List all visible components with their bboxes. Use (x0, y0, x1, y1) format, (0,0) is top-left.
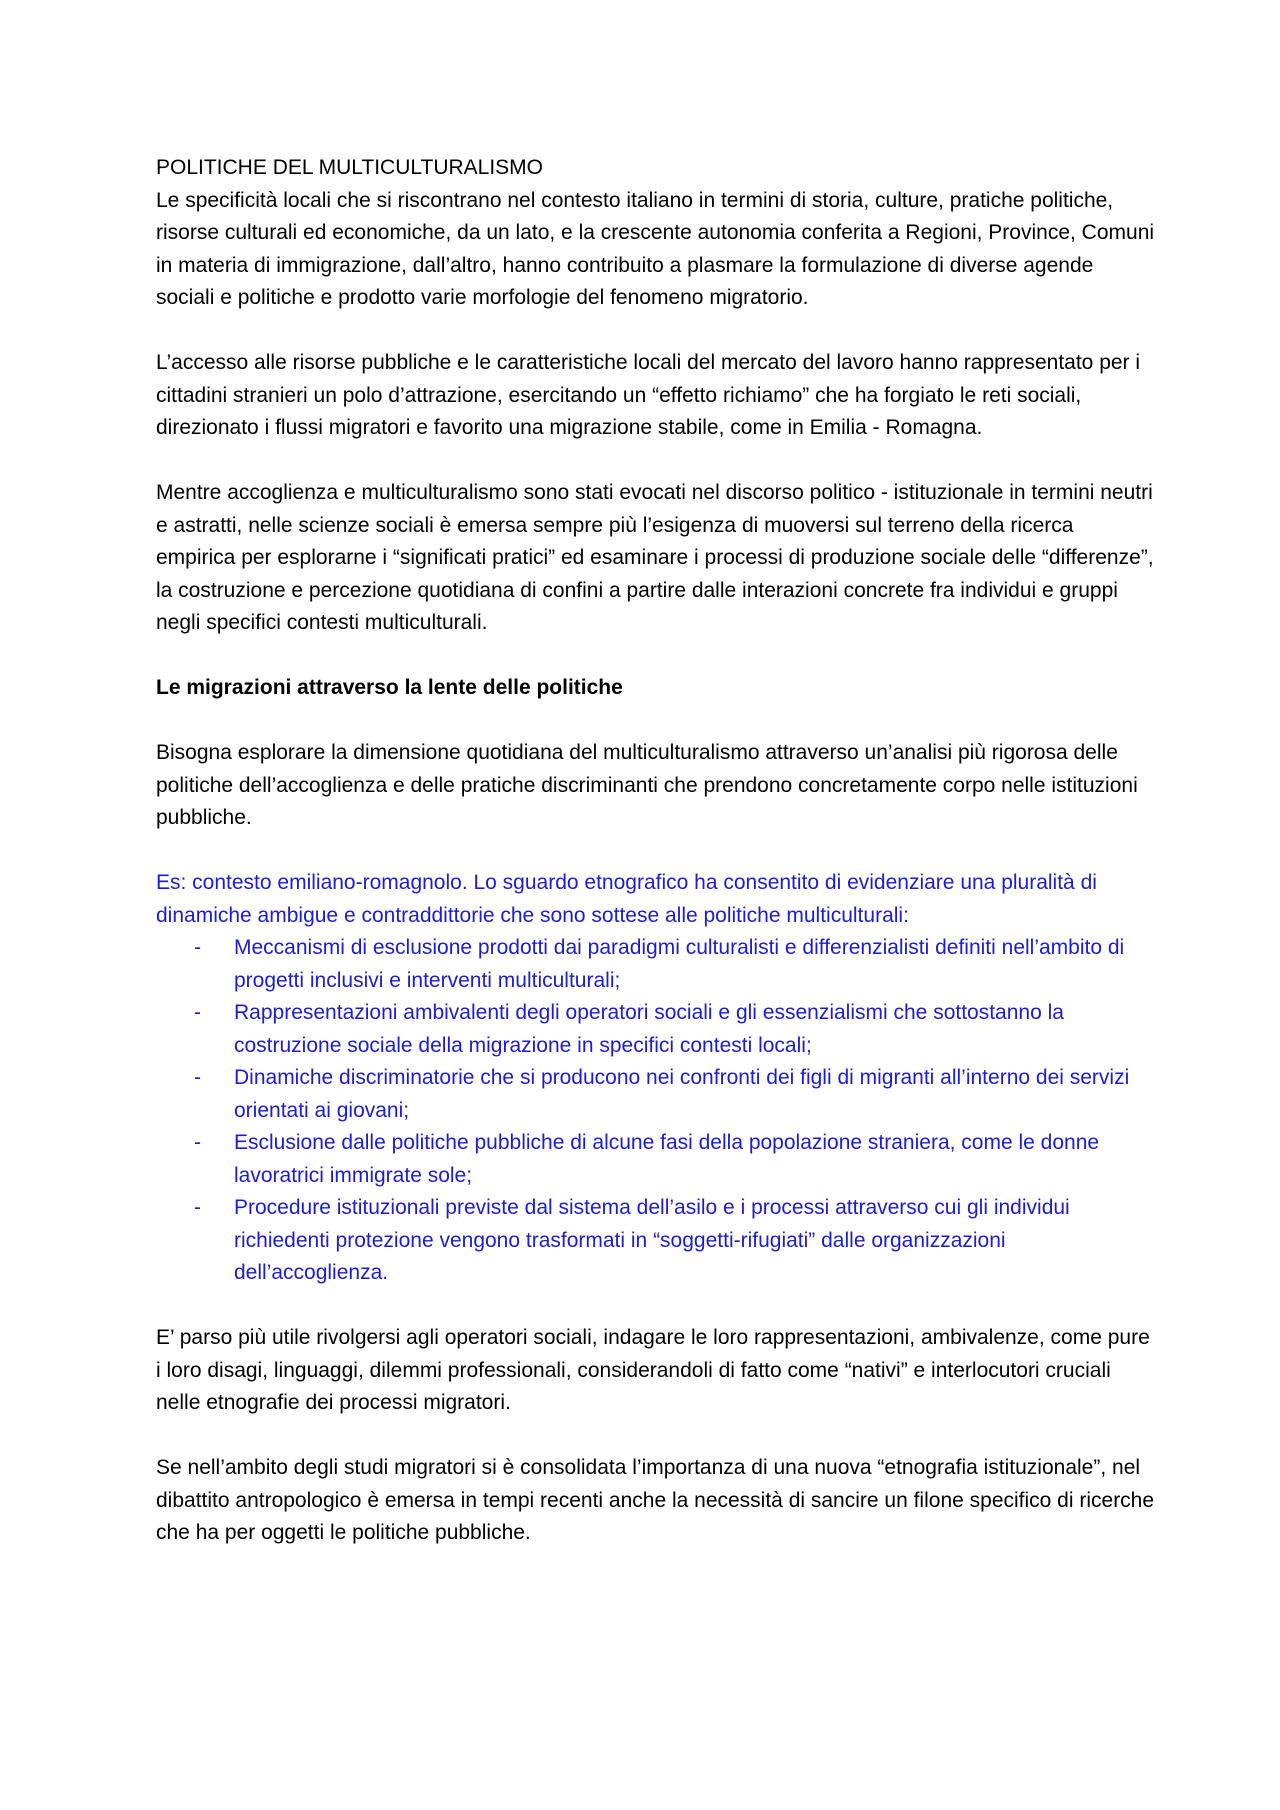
paragraph-local-specificities: Le specificità locali che si riscontrano nel contesto italiano in termini di storia, culture, pratiche politiche, risorse culturali ed economiche, da un lato, e la crescente autonomia conferita a Regioni, Province, Comuni in materia di immigrazione, dall’altro, hanno contribuito a plasmare la formulazione di diverse agende sociali e politiche e prodotto varie morfologie del fenomeno migratorio. (156, 188, 1155, 309)
list-item (156, 1192, 1156, 1290)
example-bullet-list (156, 932, 1156, 1290)
bullet-dash: - (194, 1131, 201, 1154)
list-item (156, 997, 1156, 1062)
list-item (156, 932, 1156, 997)
paragraph-multiculturalism-discourse: Mentre accoglienza e multiculturalismo sono stati evocati nel discorso politico - istituzionale in termini neutri e astratti, nelle scienze sociali è emersa sempre più l’esigenza di muoversi sul terreno della ricerca empirica per esplorarne i “significati pratici” ed esaminare i processi di produzione sociale delle “differenze”, la costruzione e percezione quotidiana di confini a partire dalle interazioni concrete fra individui e gruppi negli specifici contesti multiculturali. (156, 481, 1154, 634)
section-heading: Le migrazioni attraverso la lente delle politiche (156, 676, 623, 699)
bullet-dash: - (194, 1196, 201, 1219)
paragraph-institutional-ethnography: Se nell’ambito degli studi migratori si è consolidata l’importanza di una nuova “etnografia istituzionale”, nel dibattito antropologico è emersa in tempi recenti anche la necessità di sancire un filone specifico di ricerche che ha per oggetti le politiche pubbliche. (156, 1456, 1155, 1544)
document-title: POLITICHE DEL MULTICULTURALISMO (156, 156, 544, 179)
bullet-dash: - (194, 1066, 201, 1089)
list-item-text: Rappresentazioni ambivalenti degli operatori sociali e gli essenzialismi che sottostanno la costruzione sociale della migrazione in specifici contesti locali; (234, 1001, 1064, 1057)
list-item-text: Meccanismi di esclusione prodotti dai paradigmi culturalisti e differenzialisti definiti nell’ambito di progetti inclusivi e interventi multiculturali; (234, 936, 1125, 992)
paragraph-public-resources: L’accesso alle risorse pubbliche e le caratteristiche locali del mercato del lavoro hanno rappresentato per i cittadini stranieri un polo d’attrazione, esercitando un “effetto richiamo” che ha forgiato le reti sociali, direzionato i flussi migratori e favorito una migrazione stabile, come in Emilia - Romagna. (156, 351, 1141, 439)
list-item-text: Procedure istituzionali previste dal sistema dell’asilo e i processi attraverso cui gli individui richiedenti protezione vengono trasformati in “soggetti-rifugiati” dalle organizzazioni dell’accoglienza. (234, 1196, 1070, 1284)
bullet-dash: - (194, 936, 201, 959)
list-item-text: Esclusione dalle politiche pubbliche di alcune fasi della popolazione straniera, come le donne lavoratrici immigrate sole; (234, 1131, 1100, 1187)
example-intro: Es: contesto emiliano-romagnolo. Lo sguardo etnografico ha consentito di evidenziare una pluralità di dinamiche ambigue e contraddittorie che sono sottese alle politiche multiculturali: (156, 871, 1097, 927)
list-item (156, 1127, 1156, 1192)
bullet-dash: - (194, 1001, 201, 1024)
list-item (156, 1062, 1156, 1127)
paragraph-daily-dimension: Bisogna esplorare la dimensione quotidiana del multiculturalismo attraverso un’analisi più rigorosa delle politiche dell’accoglienza e delle pratiche discriminanti che prendono concretamente corpo nelle istituzioni pubbliche. (156, 741, 1138, 829)
paragraph-social-operators: E’ parso più utile rivolgersi agli operatori sociali, indagare le loro rappresentazioni, ambivalenze, come pure i loro disagi, linguaggi, dilemmi professionali, considerandoli di fatto come “nativi” e interlocutori cruciali nelle etnografie dei processi migratori. (156, 1326, 1150, 1414)
document-page (156, 152, 1156, 1582)
list-item-text: Dinamiche discriminatorie che si producono nei confronti dei figli di migranti all’interno dei servizi orientati ai giovani; (234, 1066, 1130, 1122)
